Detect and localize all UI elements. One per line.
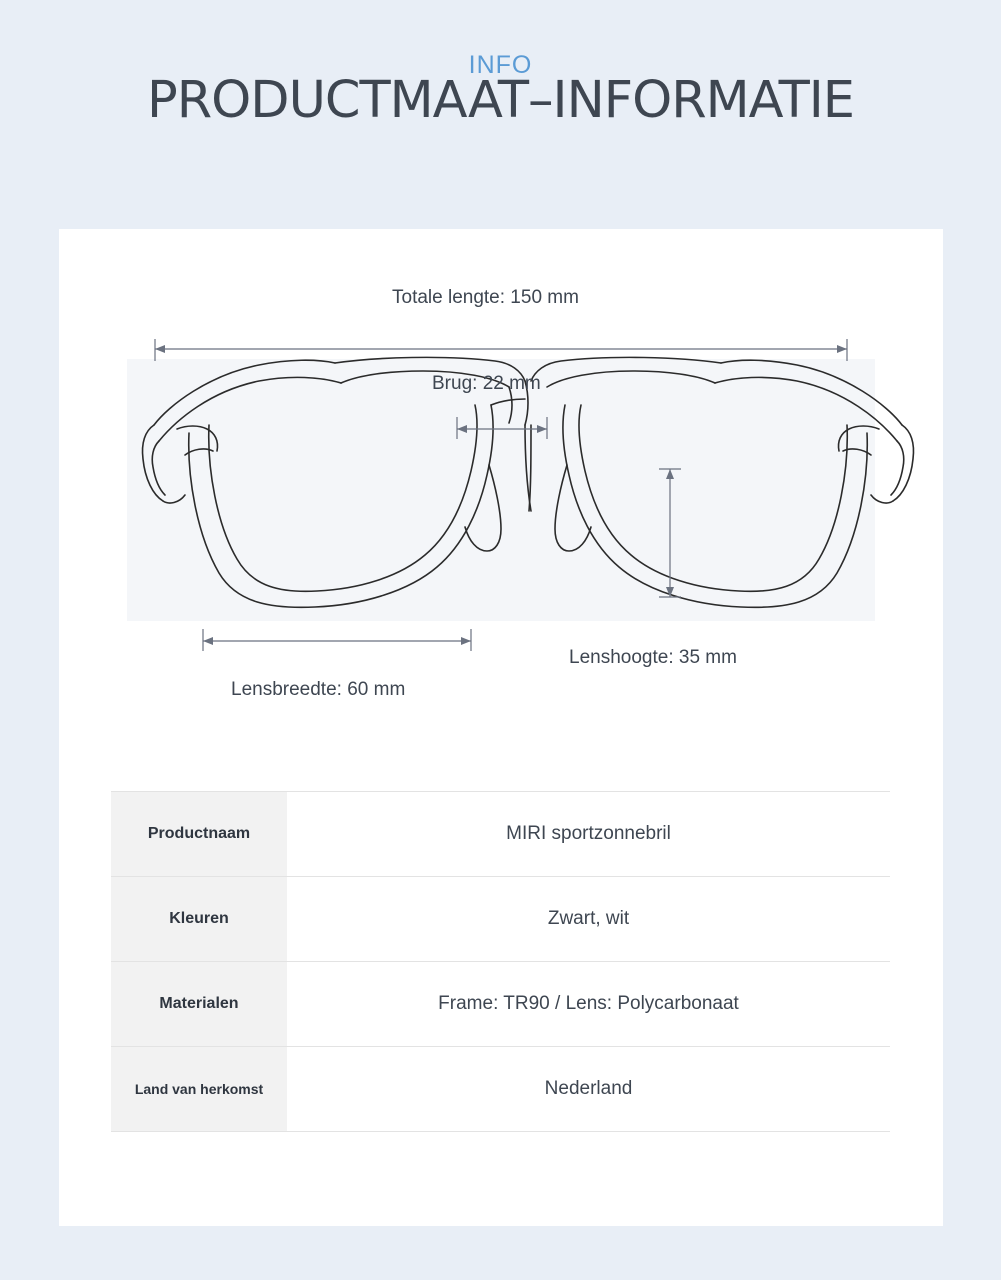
spec-value-cell: Nederland bbox=[287, 1047, 890, 1132]
spec-value-cell: MIRI sportzonnebril bbox=[287, 792, 890, 877]
table-row bbox=[111, 962, 890, 1047]
sunglasses-diagram-svg bbox=[59, 229, 943, 769]
spec-label-cell: Productnaam bbox=[111, 792, 287, 877]
table-row bbox=[111, 1047, 890, 1132]
dimension-label-lens-width: Lensbreedte: 60 mm bbox=[231, 679, 406, 700]
dimension-label-bridge: Brug: 22 mm bbox=[432, 373, 541, 394]
spec-label-cell: Kleuren bbox=[111, 877, 287, 962]
spec-value-cell: Frame: TR90 / Lens: Polycarbonaat bbox=[287, 962, 890, 1047]
table-row bbox=[111, 792, 890, 877]
page-header bbox=[0, 50, 1001, 136]
page-title: PRODUCTMAAT–INFORMATIE bbox=[146, 71, 855, 130]
header-eyebrow: INFO bbox=[468, 51, 533, 79]
dimension-label-total-length: Totale lengte: 150 mm bbox=[392, 287, 579, 308]
size-diagram bbox=[59, 229, 943, 769]
table-row bbox=[111, 877, 890, 962]
dimension-label-lens-height: Lenshoogte: 35 mm bbox=[569, 647, 737, 668]
spec-value-cell: Zwart, wit bbox=[287, 877, 890, 962]
spec-label-cell: Materialen bbox=[111, 962, 287, 1047]
content-card bbox=[59, 229, 943, 1226]
spec-label-cell: Land van herkomst bbox=[111, 1047, 287, 1132]
specification-table bbox=[111, 791, 890, 1132]
